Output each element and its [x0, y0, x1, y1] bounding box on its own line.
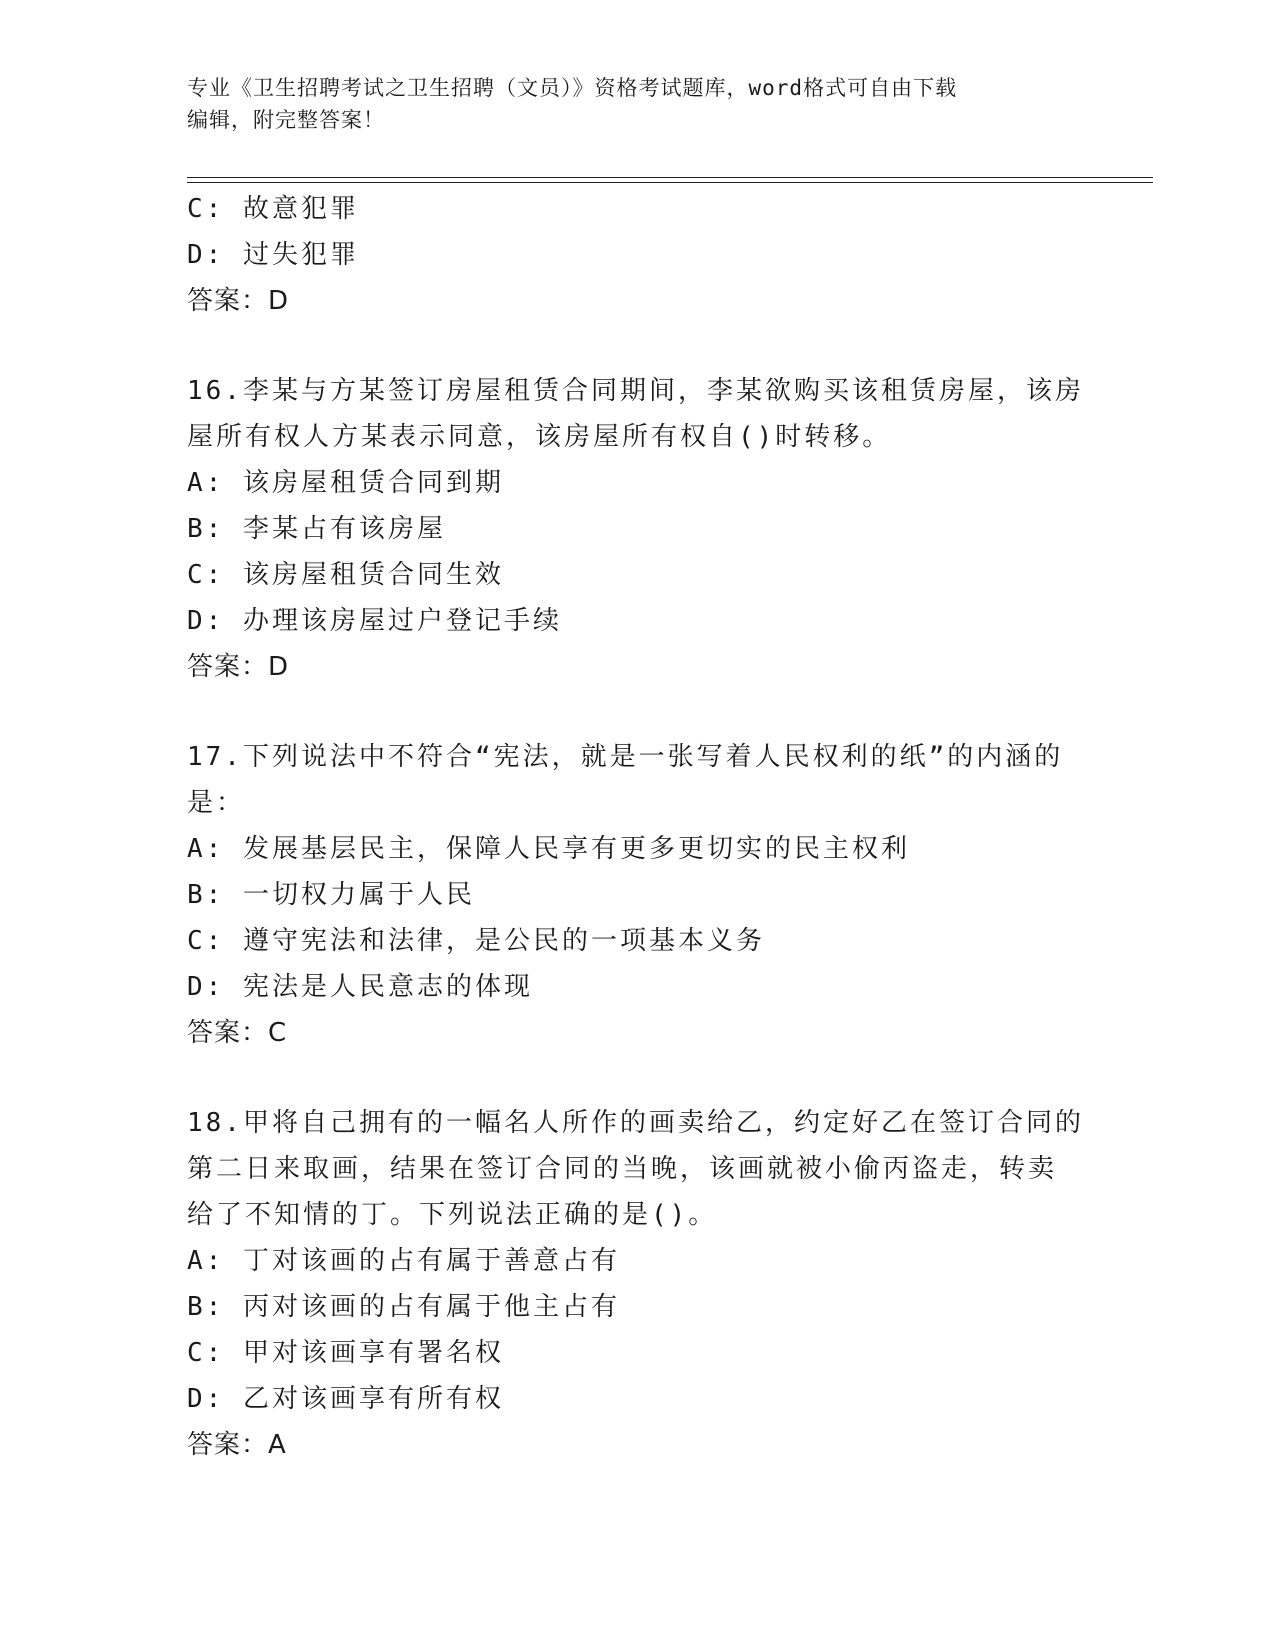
header-line-2: 编辑，附完整答案！ — [187, 108, 385, 132]
option-c: C: 该房屋租赁合同生效 — [187, 560, 504, 590]
answer: 答案：C — [187, 1018, 288, 1048]
spacer — [187, 690, 1087, 734]
question-stem-line: 屋所有权人方某表示同意，该房屋所有权自()时转移。 — [187, 422, 892, 452]
header-line-1: 专业《卫生招聘考试之卫生招聘（文员）》资格考试题库，word格式可自由下载 — [187, 76, 958, 100]
option-d: D: 过失犯罪 — [187, 240, 359, 270]
option-a: A: 该房屋租赁合同到期 — [187, 468, 504, 498]
question-18 — [187, 1100, 1087, 1468]
option-d: D: 宪法是人民意志的体现 — [187, 972, 533, 1002]
option-c: C: 遵守宪法和法律，是公民的一项基本义务 — [187, 926, 765, 956]
header-rule-top — [187, 177, 1153, 178]
option-c: C: 故意犯罪 — [187, 194, 359, 224]
question-list — [187, 186, 1087, 1468]
option-d: D: 办理该房屋过户登记手续 — [187, 606, 562, 636]
question-17 — [187, 734, 1087, 1056]
option-b: B: 李某占有该房屋 — [187, 514, 446, 544]
question-stem-line: 16.李某与方某签订房屋租赁合同期间，李某欲购买该租赁房屋，该房 — [187, 376, 1084, 406]
spacer — [187, 1056, 1087, 1100]
answer: 答案：D — [187, 652, 290, 682]
spacer — [187, 324, 1087, 368]
option-b: B: 一切权力属于人民 — [187, 880, 475, 910]
question-16 — [187, 368, 1087, 690]
header-rule-bottom — [187, 182, 1153, 183]
question-15 — [187, 186, 1087, 324]
option-c: C: 甲对该画享有署名权 — [187, 1338, 504, 1368]
answer: 答案：A — [187, 1430, 287, 1460]
question-stem-line: 17.下列说法中不符合“宪法，就是一张写着人民权利的纸”的内涵的 — [187, 742, 1064, 772]
option-a: A: 发展基层民主，保障人民享有更多更切实的民主权利 — [187, 834, 910, 864]
answer: 答案：D — [187, 286, 290, 316]
question-stem-line: 18.甲将自己拥有的一幅名人所作的画卖给乙，约定好乙在签订合同的 — [187, 1108, 1084, 1138]
option-d: D: 乙对该画享有所有权 — [187, 1384, 504, 1414]
option-b: B: 丙对该画的占有属于他主占有 — [187, 1292, 620, 1322]
question-stem-line: 给了不知情的丁。下列说法正确的是()。 — [187, 1200, 718, 1230]
question-stem-line: 第二日来取画，结果在签订合同的当晚，该画就被小偷丙盗走，转卖 — [187, 1154, 1058, 1184]
document-header — [187, 72, 1087, 136]
option-a: A: 丁对该画的占有属于善意占有 — [187, 1246, 620, 1276]
question-stem-line: 是： — [187, 788, 246, 818]
